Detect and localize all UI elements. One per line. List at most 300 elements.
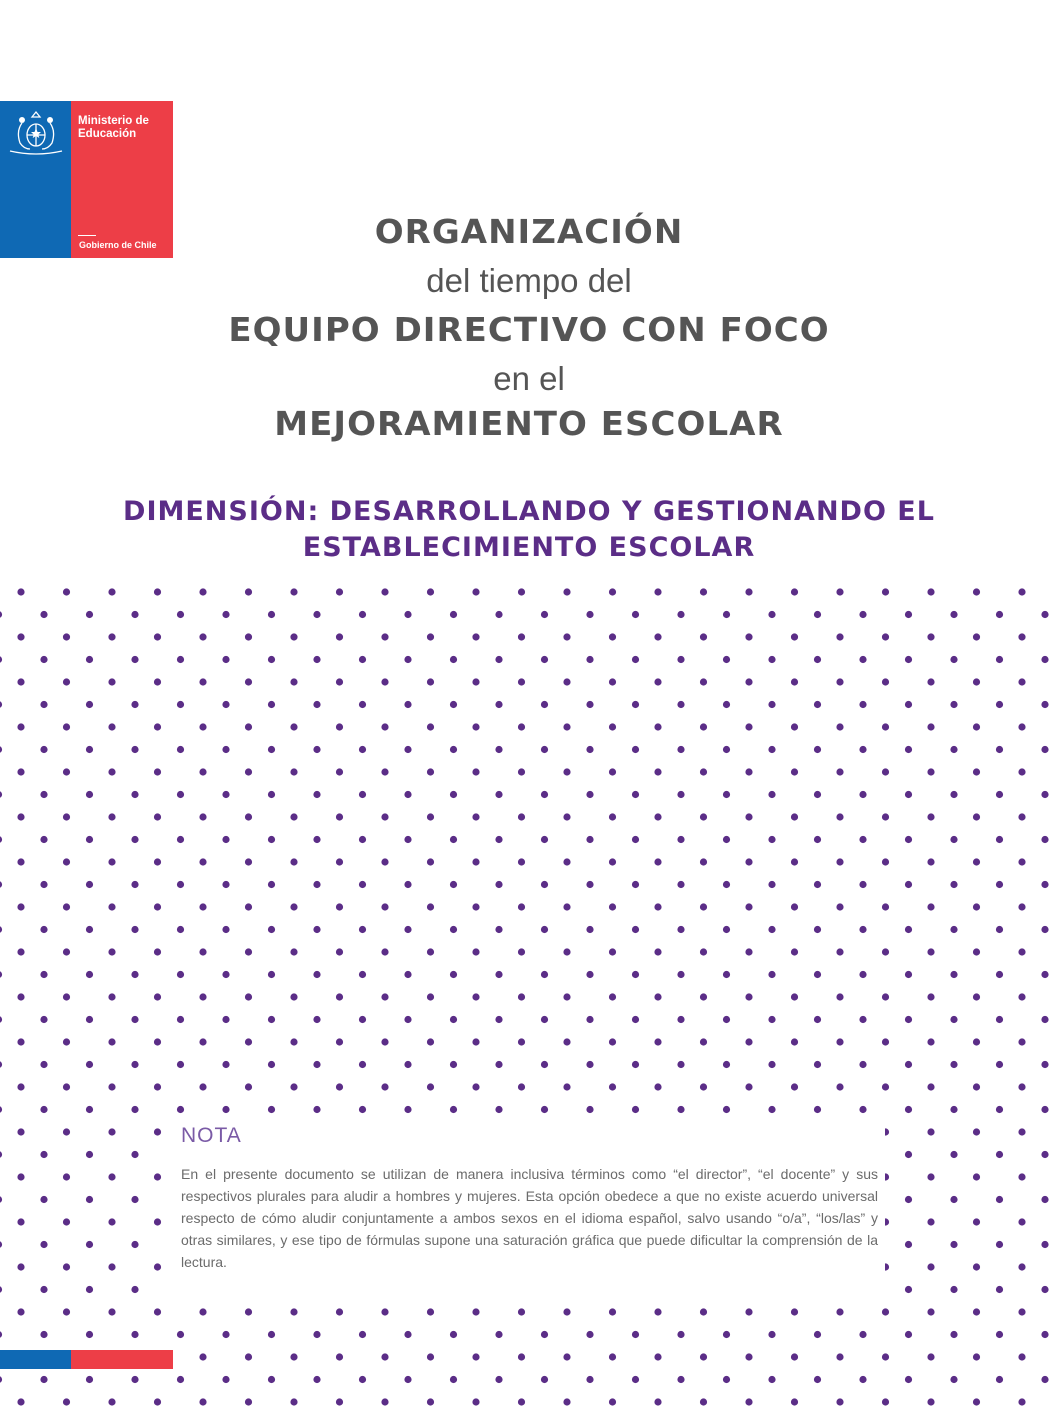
- pattern-dot: [814, 881, 821, 888]
- pattern-dot: [996, 1106, 1003, 1113]
- pattern-dot: [814, 611, 821, 618]
- pattern-dot: [859, 746, 866, 753]
- pattern-dot: [404, 1061, 411, 1068]
- pattern-dot: [290, 723, 297, 730]
- pattern-dot: [609, 813, 616, 820]
- pattern-dot: [177, 791, 184, 798]
- pattern-dot: [745, 903, 752, 910]
- pattern-dot: [495, 611, 502, 618]
- pattern-dot: [950, 881, 957, 888]
- pattern-dot: [222, 701, 229, 708]
- pattern-dot: [836, 1398, 843, 1405]
- pattern-dot: [154, 678, 161, 685]
- pattern-dot: [268, 701, 275, 708]
- pattern-dot: [654, 678, 661, 685]
- pattern-dot: [723, 971, 730, 978]
- pattern-dot: [836, 678, 843, 685]
- pattern-dot: [154, 1038, 161, 1045]
- pattern-dot: [745, 948, 752, 955]
- pattern-dot: [927, 1263, 934, 1270]
- pattern-dot: [700, 903, 707, 910]
- pattern-dot: [586, 1376, 593, 1383]
- pattern-dot: [131, 611, 138, 618]
- pattern-dot: [177, 971, 184, 978]
- pattern-dot: [609, 588, 616, 595]
- pattern-dot: [495, 1061, 502, 1068]
- pattern-dot: [381, 1038, 388, 1045]
- pattern-dot: [427, 633, 434, 640]
- pattern-dot: [404, 701, 411, 708]
- pattern-dot: [450, 656, 457, 663]
- pattern-dot: [859, 1106, 866, 1113]
- pattern-dot: [745, 768, 752, 775]
- pattern-dot: [86, 656, 93, 663]
- pattern-dot: [40, 1331, 47, 1338]
- pattern-dot: [199, 1308, 206, 1315]
- pattern-dot: [768, 701, 775, 708]
- pattern-dot: [381, 1083, 388, 1090]
- pattern-dot: [108, 768, 115, 775]
- pattern-dot: [905, 1151, 912, 1158]
- pattern-dot: [700, 1353, 707, 1360]
- pattern-dot: [131, 1106, 138, 1113]
- pattern-dot: [723, 1376, 730, 1383]
- pattern-dot: [973, 993, 980, 1000]
- pattern-dot: [63, 588, 70, 595]
- pattern-dot: [290, 858, 297, 865]
- pattern-dot: [859, 611, 866, 618]
- pattern-dot: [745, 723, 752, 730]
- pattern-dot: [359, 746, 366, 753]
- pattern-dot: [63, 1218, 70, 1225]
- pattern-dot: [427, 948, 434, 955]
- pattern-dot: [450, 1016, 457, 1023]
- pattern-dot: [768, 926, 775, 933]
- pattern-dot: [131, 701, 138, 708]
- pattern-dot: [1041, 1376, 1048, 1383]
- pattern-dot: [677, 881, 684, 888]
- pattern-dot: [450, 611, 457, 618]
- pattern-dot: [791, 768, 798, 775]
- pattern-dot: [882, 768, 889, 775]
- pattern-dot: [905, 1061, 912, 1068]
- pattern-dot: [973, 1398, 980, 1405]
- pattern-dot: [427, 723, 434, 730]
- pattern-dot: [17, 1083, 24, 1090]
- pattern-dot: [381, 678, 388, 685]
- pattern-dot: [86, 1331, 93, 1338]
- pattern-dot: [17, 858, 24, 865]
- pattern-dot: [836, 1083, 843, 1090]
- pattern-dot: [996, 836, 1003, 843]
- pattern-dot: [859, 701, 866, 708]
- pattern-dot: [563, 723, 570, 730]
- pattern-dot: [199, 948, 206, 955]
- pattern-dot: [1041, 881, 1048, 888]
- pattern-dot: [177, 611, 184, 618]
- pattern-dot: [0, 746, 2, 753]
- pattern-dot: [745, 1083, 752, 1090]
- pattern-dot: [40, 1151, 47, 1158]
- pattern-dot: [313, 881, 320, 888]
- pattern-dot: [518, 678, 525, 685]
- pattern-dot: [609, 1083, 616, 1090]
- pattern-dot: [836, 1353, 843, 1360]
- pattern-dot: [1041, 611, 1048, 618]
- pattern-dot: [859, 926, 866, 933]
- pattern-dot: [290, 1038, 297, 1045]
- pattern-dot: [859, 1016, 866, 1023]
- pattern-dot: [677, 1331, 684, 1338]
- pattern-dot: [950, 1331, 957, 1338]
- pattern-dot: [700, 1398, 707, 1405]
- pattern-dot: [541, 1106, 548, 1113]
- pattern-dot: [131, 971, 138, 978]
- pattern-dot: [1041, 1016, 1048, 1023]
- pattern-dot: [677, 611, 684, 618]
- pattern-dot: [404, 1376, 411, 1383]
- pattern-dot: [290, 1398, 297, 1405]
- pattern-dot: [973, 1263, 980, 1270]
- pattern-dot: [586, 926, 593, 933]
- pattern-dot: [177, 701, 184, 708]
- pattern-dot: [677, 791, 684, 798]
- pattern-dot: [950, 1241, 957, 1248]
- pattern-dot: [336, 948, 343, 955]
- pattern-dot: [472, 768, 479, 775]
- pattern-dot: [905, 1241, 912, 1248]
- pattern-dot: [0, 1331, 2, 1338]
- pattern-dot: [541, 1061, 548, 1068]
- pattern-dot: [654, 1038, 661, 1045]
- pattern-dot: [632, 1376, 639, 1383]
- pattern-dot: [518, 633, 525, 640]
- pattern-dot: [245, 768, 252, 775]
- pattern-dot: [0, 1061, 2, 1068]
- pattern-dot: [17, 768, 24, 775]
- pattern-dot: [745, 633, 752, 640]
- pattern-dot: [472, 1308, 479, 1315]
- pattern-dot: [17, 1398, 24, 1405]
- pattern-dot: [427, 588, 434, 595]
- pattern-dot: [1018, 633, 1025, 640]
- pattern-dot: [996, 791, 1003, 798]
- pattern-dot: [882, 633, 889, 640]
- pattern-dot: [882, 1353, 889, 1360]
- pattern-dot: [836, 813, 843, 820]
- pattern-dot: [245, 813, 252, 820]
- pattern-dot: [313, 971, 320, 978]
- pattern-dot: [495, 656, 502, 663]
- pattern-dot: [86, 1286, 93, 1293]
- pattern-dot: [905, 791, 912, 798]
- pattern-dot: [63, 858, 70, 865]
- pattern-dot: [905, 1016, 912, 1023]
- pattern-dot: [518, 1398, 525, 1405]
- pattern-dot: [336, 1038, 343, 1045]
- pattern-dot: [814, 1016, 821, 1023]
- pattern-dot: [63, 948, 70, 955]
- pattern-dot: [586, 611, 593, 618]
- pattern-dot: [495, 1106, 502, 1113]
- pattern-dot: [154, 768, 161, 775]
- pattern-dot: [199, 1353, 206, 1360]
- pattern-dot: [290, 903, 297, 910]
- pattern-dot: [632, 1106, 639, 1113]
- pattern-dot: [63, 1128, 70, 1135]
- pattern-dot: [654, 903, 661, 910]
- pattern-dot: [472, 1083, 479, 1090]
- pattern-dot: [131, 791, 138, 798]
- pattern-dot: [518, 768, 525, 775]
- pattern-dot: [268, 836, 275, 843]
- pattern-dot: [973, 723, 980, 730]
- pattern-dot: [450, 1331, 457, 1338]
- pattern-dot: [108, 1128, 115, 1135]
- pattern-dot: [882, 858, 889, 865]
- pattern-dot: [427, 903, 434, 910]
- pattern-dot: [518, 858, 525, 865]
- pattern-dot: [17, 1173, 24, 1180]
- pattern-dot: [222, 1016, 229, 1023]
- pattern-dot: [882, 1308, 889, 1315]
- pattern-dot: [563, 948, 570, 955]
- pattern-dot: [268, 1331, 275, 1338]
- pattern-dot: [154, 993, 161, 1000]
- pattern-dot: [199, 723, 206, 730]
- pattern-dot: [905, 1331, 912, 1338]
- pattern-dot: [973, 1308, 980, 1315]
- pattern-dot: [632, 746, 639, 753]
- pattern-dot: [268, 611, 275, 618]
- pattern-dot: [632, 1061, 639, 1068]
- pattern-dot: [563, 678, 570, 685]
- pattern-dot: [677, 926, 684, 933]
- pattern-dot: [177, 926, 184, 933]
- pattern-dot: [131, 1061, 138, 1068]
- pattern-dot: [768, 1331, 775, 1338]
- pattern-dot: [973, 1173, 980, 1180]
- pattern-dot: [450, 791, 457, 798]
- pattern-dot: [791, 678, 798, 685]
- pattern-dot: [199, 858, 206, 865]
- pattern-dot: [882, 588, 889, 595]
- pattern-dot: [40, 611, 47, 618]
- pattern-dot: [541, 926, 548, 933]
- pattern-dot: [632, 1331, 639, 1338]
- pattern-dot: [359, 926, 366, 933]
- pattern-dot: [86, 1196, 93, 1203]
- pattern-dot: [927, 1218, 934, 1225]
- pattern-dot: [86, 611, 93, 618]
- pattern-dot: [677, 1061, 684, 1068]
- pattern-dot: [108, 1173, 115, 1180]
- pattern-dot: [0, 1286, 2, 1293]
- pattern-dot: [632, 881, 639, 888]
- pattern-dot: [927, 1353, 934, 1360]
- pattern-dot: [927, 723, 934, 730]
- pattern-dot: [1041, 701, 1048, 708]
- pattern-dot: [131, 836, 138, 843]
- pattern-dot: [290, 588, 297, 595]
- pattern-dot: [17, 678, 24, 685]
- pattern-dot: [836, 1038, 843, 1045]
- pattern-dot: [199, 813, 206, 820]
- pattern-dot: [222, 881, 229, 888]
- pattern-dot: [609, 903, 616, 910]
- pattern-dot: [609, 993, 616, 1000]
- pattern-dot: [654, 813, 661, 820]
- pattern-dot: [609, 1038, 616, 1045]
- pattern-dot: [700, 993, 707, 1000]
- pattern-dot: [495, 881, 502, 888]
- pattern-dot: [450, 881, 457, 888]
- pattern-dot: [108, 588, 115, 595]
- pattern-dot: [336, 678, 343, 685]
- pattern-dot: [996, 1241, 1003, 1248]
- pattern-dot: [495, 1331, 502, 1338]
- pattern-dot: [359, 791, 366, 798]
- pattern-dot: [518, 813, 525, 820]
- pattern-dot: [814, 746, 821, 753]
- pattern-dot: [1018, 588, 1025, 595]
- pattern-dot: [973, 1128, 980, 1135]
- pattern-dot: [313, 1331, 320, 1338]
- pattern-dot: [404, 971, 411, 978]
- pattern-dot: [927, 858, 934, 865]
- pattern-dot: [518, 723, 525, 730]
- pattern-dot: [17, 588, 24, 595]
- pattern-dot: [654, 588, 661, 595]
- pattern-dot: [950, 1286, 957, 1293]
- pattern-dot: [245, 1308, 252, 1315]
- pattern-dot: [905, 1196, 912, 1203]
- pattern-dot: [836, 858, 843, 865]
- pattern-dot: [609, 723, 616, 730]
- pattern-dot: [996, 971, 1003, 978]
- pattern-dot: [609, 1308, 616, 1315]
- pattern-dot: [518, 1083, 525, 1090]
- pattern-dot: [154, 1308, 161, 1315]
- pattern-dot: [381, 1398, 388, 1405]
- pattern-dot: [495, 926, 502, 933]
- pattern-dot: [518, 1038, 525, 1045]
- pattern-dot: [1041, 746, 1048, 753]
- pattern-dot: [40, 1016, 47, 1023]
- pattern-dot: [222, 791, 229, 798]
- pattern-dot: [859, 971, 866, 978]
- pattern-dot: [586, 1331, 593, 1338]
- pattern-dot: [700, 723, 707, 730]
- pattern-dot: [518, 948, 525, 955]
- pattern-dot: [836, 993, 843, 1000]
- pattern-dot: [63, 723, 70, 730]
- pattern-dot: [245, 723, 252, 730]
- pattern-dot: [108, 1218, 115, 1225]
- pattern-dot: [313, 746, 320, 753]
- pattern-dot: [336, 768, 343, 775]
- pattern-dot: [131, 1376, 138, 1383]
- pattern-dot: [472, 1398, 479, 1405]
- pattern-dot: [563, 993, 570, 1000]
- pattern-dot: [268, 1061, 275, 1068]
- pattern-dot: [450, 836, 457, 843]
- pattern-dot: [177, 1331, 184, 1338]
- pattern-dot: [86, 1241, 93, 1248]
- pattern-dot: [40, 701, 47, 708]
- pattern-dot: [973, 948, 980, 955]
- pattern-dot: [17, 1038, 24, 1045]
- pattern-dot: [541, 701, 548, 708]
- pattern-dot: [632, 791, 639, 798]
- pattern-dot: [472, 993, 479, 1000]
- pattern-dot: [1018, 858, 1025, 865]
- pattern-dot: [222, 656, 229, 663]
- pattern-dot: [723, 1106, 730, 1113]
- pattern-dot: [1041, 1241, 1048, 1248]
- pattern-dot: [905, 971, 912, 978]
- pattern-dot: [63, 678, 70, 685]
- pattern-dot: [290, 993, 297, 1000]
- pattern-dot: [745, 588, 752, 595]
- pattern-dot: [836, 633, 843, 640]
- pattern-dot: [154, 633, 161, 640]
- pattern-dot: [336, 813, 343, 820]
- pattern-dot: [245, 1353, 252, 1360]
- pattern-dot: [996, 656, 1003, 663]
- footer-blue-segment: [0, 1350, 71, 1369]
- pattern-dot: [17, 723, 24, 730]
- pattern-dot: [427, 768, 434, 775]
- pattern-dot: [40, 746, 47, 753]
- pattern-dot: [0, 1376, 2, 1383]
- pattern-dot: [0, 701, 2, 708]
- pattern-dot: [927, 588, 934, 595]
- pattern-dot: [0, 656, 2, 663]
- ministry-line-2: Educación: [78, 128, 137, 140]
- pattern-dot: [154, 903, 161, 910]
- pattern-dot: [336, 993, 343, 1000]
- pattern-dot: [791, 1398, 798, 1405]
- pattern-dot: [1018, 813, 1025, 820]
- pattern-dot: [882, 723, 889, 730]
- pattern-dot: [1041, 926, 1048, 933]
- pattern-dot: [199, 1038, 206, 1045]
- pattern-dot: [927, 678, 934, 685]
- pattern-dot: [177, 1376, 184, 1383]
- pattern-dot: [0, 926, 2, 933]
- pattern-dot: [154, 948, 161, 955]
- pattern-dot: [359, 611, 366, 618]
- pattern-dot: [404, 611, 411, 618]
- pattern-dot: [973, 633, 980, 640]
- pattern-dot: [245, 588, 252, 595]
- pattern-dot: [723, 656, 730, 663]
- pattern-dot: [359, 836, 366, 843]
- pattern-dot: [63, 1263, 70, 1270]
- pattern-dot: [654, 858, 661, 865]
- pattern-dot: [950, 1196, 957, 1203]
- pattern-dot: [245, 858, 252, 865]
- pattern-dot: [199, 678, 206, 685]
- pattern-dot: [973, 903, 980, 910]
- pattern-dot: [950, 701, 957, 708]
- pattern-dot: [86, 971, 93, 978]
- pattern-dot: [905, 656, 912, 663]
- pattern-dot: [518, 903, 525, 910]
- pattern-dot: [63, 633, 70, 640]
- pattern-dot: [882, 1038, 889, 1045]
